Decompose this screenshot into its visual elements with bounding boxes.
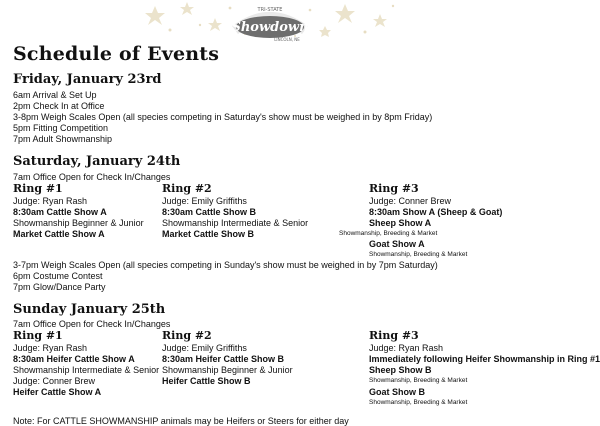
sunday-ring2-heifer: Heifer Cattle Show B: [162, 376, 251, 386]
saturday-ring3-sheep-sub: Showmanship, Breeding & Market: [339, 230, 438, 237]
sunday-ring2-show: 8:30am Heifer Cattle Show B: [162, 354, 285, 364]
sunday-ring1-title: Ring #1: [13, 329, 63, 342]
sunday-heading: Sunday January 25th: [13, 302, 166, 317]
friday-line-3: 3-8pm Weigh Scales Open (all species competing in Saturday's show must be weighed in by 8pm Friday): [13, 112, 433, 122]
sunday-ring1-show: 8:30am Heifer Cattle Show A: [13, 354, 135, 364]
saturday-ring3-goat: Goat Show A: [369, 239, 425, 249]
sunday-ring1-showmanship: Showmanship Intermediate & Senior: [13, 365, 160, 375]
saturday-ring1-showmanship: Showmanship Beginner & Junior: [13, 218, 144, 228]
logo-arc-text: TRI-STATE: [257, 7, 283, 13]
friday-line-2: 2pm Check In at Office: [13, 101, 105, 111]
page-title: Schedule of Events: [13, 43, 220, 65]
sunday-ring1-judge2: Judge: Conner Brew: [13, 376, 96, 386]
sunday-ring1-judge: Judge: Ryan Rash: [13, 343, 88, 353]
sunday-ring3-title: Ring #3: [369, 329, 419, 342]
sunday-ring3-judge: Judge: Ryan Rash: [369, 343, 444, 353]
showdown-logo: [135, 0, 405, 44]
saturday-ring3-sheep: Sheep Show A: [369, 218, 432, 228]
saturday-after-2: 6pm Costume Contest: [13, 271, 103, 281]
saturday-intro: 7am Office Open for Check In/Changes: [13, 172, 171, 182]
sunday-intro: 7am Office Open for Check In/Changes: [13, 319, 171, 329]
saturday-ring2-judge: Judge: Emily Griffiths: [162, 196, 247, 206]
saturday-ring2-title: Ring #2: [162, 182, 212, 195]
footnote: Note: For CATTLE SHOWMANSHIP animals may be Heifers or Steers for either day: [13, 416, 349, 426]
saturday-ring2-showmanship: Showmanship Intermediate & Senior: [162, 218, 309, 228]
logo-sub: LINCOLN, NE: [274, 37, 300, 42]
saturday-after-3: 7pm Glow/Dance Party: [13, 282, 106, 292]
sunday-ring2-judge: Judge: Emily Griffiths: [162, 343, 247, 353]
saturday-ring3-judge: Judge: Conner Brew: [369, 196, 452, 206]
saturday-ring3-title: Ring #3: [369, 182, 419, 195]
saturday-ring1-show: 8:30am Cattle Show A: [13, 207, 107, 217]
sunday-ring3-goat-sub: Showmanship, Breeding & Market: [369, 399, 468, 406]
sunday-ring2-showmanship: Showmanship Beginner & Junior: [162, 365, 293, 375]
sunday-ring3-goat: Goat Show B: [369, 387, 425, 397]
saturday-ring3-show: 8:30am Show A (Sheep & Goat): [369, 207, 503, 217]
logo-title: Showdown: [231, 20, 309, 35]
saturday-heading: Saturday, January 24th: [13, 154, 181, 169]
friday-line-5: 7pm Adult Showmanship: [13, 134, 113, 144]
sunday-ring3-following: Immediately following Heifer Showmanship in Ring #1: [369, 354, 600, 364]
friday-line-4: 5pm Fitting Competition: [13, 123, 109, 133]
saturday-ring1-judge: Judge: Ryan Rash: [13, 196, 88, 206]
friday-heading: Friday, January 23rd: [13, 72, 162, 87]
sunday-ring3-sheep: Sheep Show B: [369, 365, 432, 375]
sunday-ring3-sheep-sub: Showmanship, Breeding & Market: [369, 377, 468, 384]
saturday-after-1: 3-7pm Weigh Scales Open (all species competing in Sunday's show must be weighed in by 7pm Saturday): [13, 260, 438, 270]
sunday-ring2-title: Ring #2: [162, 329, 212, 342]
friday-line-1: 6am Arrival & Set Up: [13, 90, 97, 100]
saturday-ring1-title: Ring #1: [13, 182, 63, 195]
saturday-ring3-goat-sub: Showmanship, Breeding & Market: [369, 251, 468, 258]
saturday-ring2-show: 8:30am Cattle Show B: [162, 207, 257, 217]
saturday-ring2-market: Market Cattle Show B: [162, 229, 255, 239]
sunday-ring1-heifer: Heifer Cattle Show A: [13, 387, 102, 397]
saturday-ring1-market: Market Cattle Show A: [13, 229, 105, 239]
